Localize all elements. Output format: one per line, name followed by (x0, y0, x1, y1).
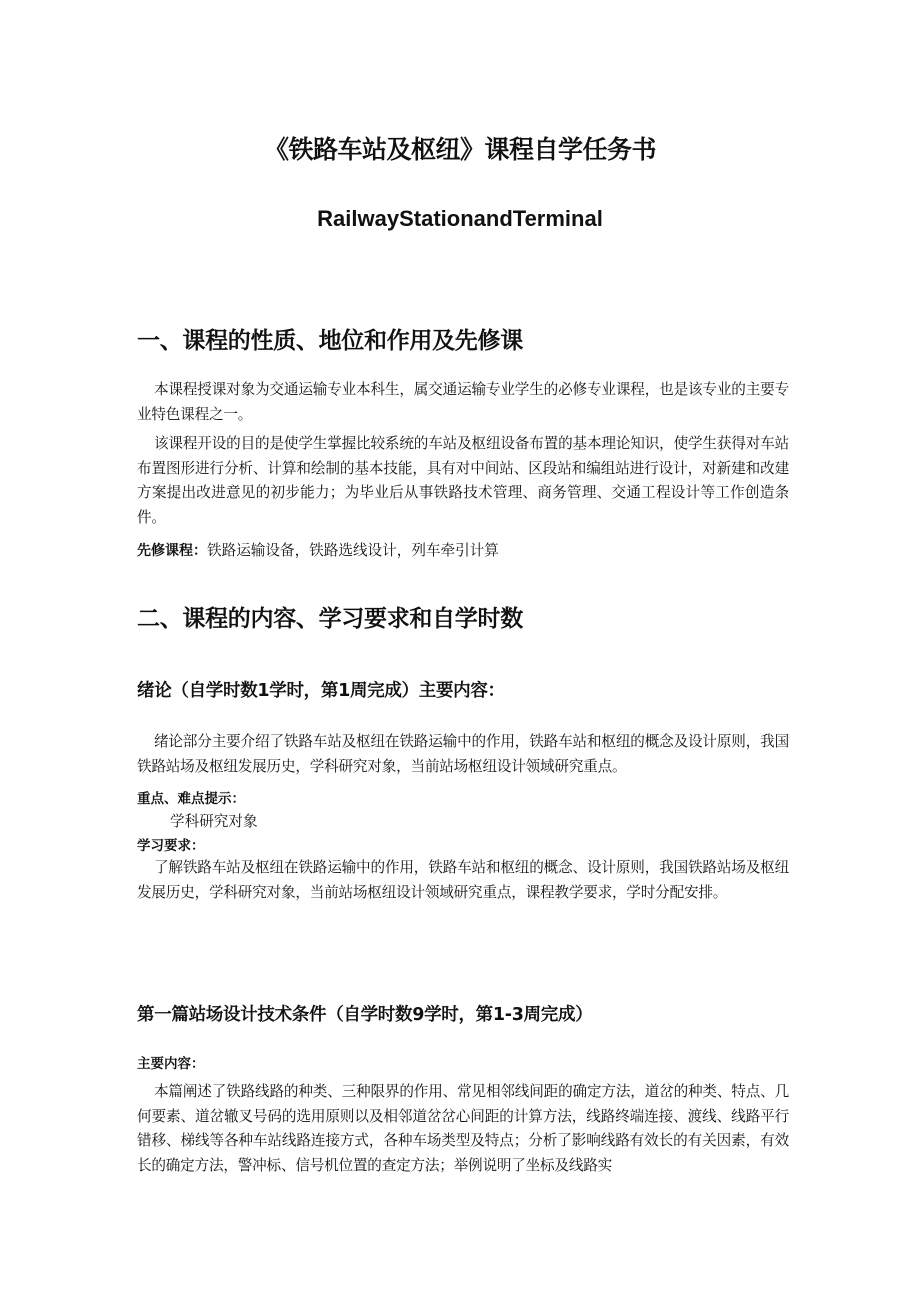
part1-content-text: 本篇阐述了铁路线路的种类、三种限界的作用、常见相邻线间距的确定方法，道岔的种类、特点、几何要素、道岔辙叉号码的选用原则以及相邻道岔岔心间距的计算方法，线路终端连接、渡线、线路平行错移、梯线等各种车站线路连接方式，各种车场类型及特点；分析了影响线路有效长的有关因素，有效长的确定方法，警冲标、信号机位置的查定方法；举例说明了坐标及线路实 (137, 1083, 789, 1174)
section1-heading: 一、课程的性质、地位和作用及先修课 (137, 328, 523, 354)
document-subtitle: RailwayStationandTerminal (317, 206, 603, 231)
part1-heading: 第一篇站场设计技术条件（自学时数9学时，第1-3周完成） (137, 1005, 593, 1025)
prerequisites-value: 铁路运输设备，铁路选线设计，列车牵引计算 (207, 542, 499, 559)
part1-content-label: 主要内容： (137, 1056, 205, 1072)
prerequisites-line (137, 539, 817, 564)
intro-heading: 绪论（自学时数1学时，第1周完成）主要内容： (137, 681, 505, 701)
section1-paragraph1: 本课程授课对象为交通运输专业本科生，属交通运输专业学生的必修专业课程，也是该专业的主要专业特色课程之一。 (137, 381, 789, 423)
key-points-label: 重点、难点提示： (137, 791, 245, 807)
intro-content: 绪论部分主要介绍了铁路车站及枢纽在铁路运输中的作用，铁路车站和枢纽的概念及设计原则，我国铁路站场及枢纽发展历史，学科研究对象，当前站场枢纽设计领域研究重点。 (137, 733, 789, 775)
prerequisites-label: 先修课程： (137, 543, 207, 559)
section1-paragraph2: 该课程开设的目的是使学生掌握比较系统的车站及枢纽设备布置的基本理论知识，使学生获得对车站布置图形进行分析、计算和绘制的基本技能，具有对中间站、区段站和编组站进行设计，对新建和改建方案提出改进意见的初步能力；为毕业后从事铁路技术管理、商务管理、交通工程设计等工作创造条件。 (137, 435, 789, 526)
requirements-text: 了解铁路车站及枢纽在铁路运输中的作用，铁路车站和枢纽的概念、设计原则，我国铁路站场及枢纽发展历史，学科研究对象，当前站场枢纽设计领域研究重点，课程教学要求，学时分配安排。 (137, 859, 789, 901)
key-points-value: 学科研究对象 (170, 813, 258, 830)
section2-heading: 二、课程的内容、学习要求和自学时数 (137, 606, 523, 632)
document-title: 《铁路车站及枢纽》课程自学任务书 (263, 135, 656, 164)
requirements-label: 学习要求： (137, 838, 205, 854)
